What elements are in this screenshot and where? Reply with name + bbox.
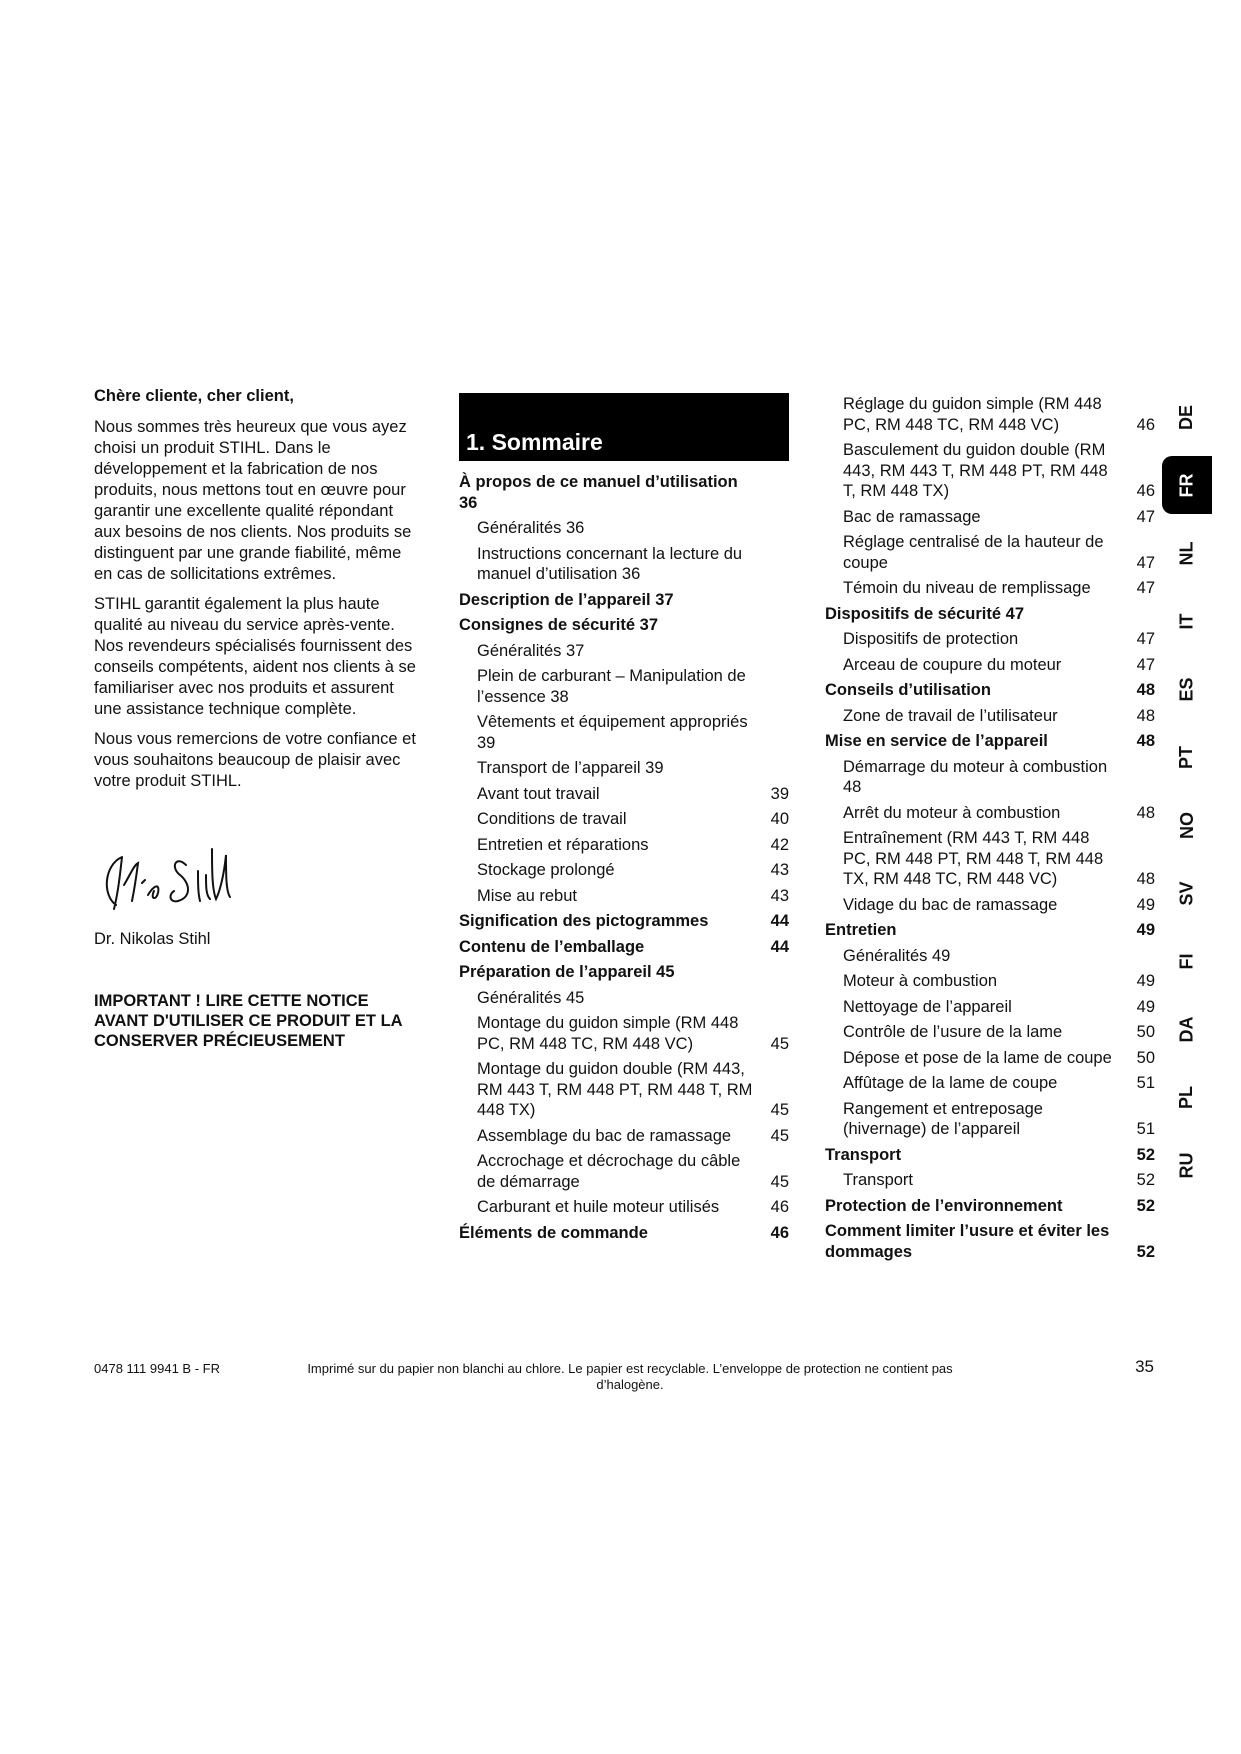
toc-entry-text: Contrôle de l’usure de la lame	[843, 1023, 1063, 1041]
language-tab-label: RU	[1176, 1152, 1197, 1178]
toc-entry[interactable]	[459, 835, 789, 856]
toc-entry-text: Instructions concernant la lecture du manuel d’utilisation 36	[477, 544, 743, 583]
toc-entry[interactable]	[459, 962, 789, 983]
toc-entry-text: Démarrage du moteur à combustion 48	[843, 757, 1108, 796]
toc-entry[interactable]	[459, 472, 789, 513]
toc-entry[interactable]	[825, 1170, 1155, 1191]
toc-entry[interactable]	[825, 706, 1155, 727]
toc-entry[interactable]	[459, 615, 789, 636]
toc-entry-text: Plein de carburant – Manipulation de l’essence 38	[477, 667, 746, 706]
toc-entry-text: Rangement et entreposage (hivernage) de l’appareil	[843, 1099, 1043, 1138]
page-number: 35	[1135, 1357, 1154, 1376]
toc-entry-page: 49	[1136, 972, 1155, 990]
toc-entry[interactable]	[825, 680, 1155, 701]
toc-entry-page: 48	[1136, 706, 1155, 725]
toc-entry-text: Affûtage de la lame de coupe	[843, 1074, 1058, 1092]
signature-image	[94, 835, 274, 919]
language-tab-label: DE	[1176, 404, 1197, 430]
language-tab-label: FI	[1176, 953, 1197, 969]
toc-entry[interactable]	[825, 997, 1155, 1018]
letter-greeting: Chère cliente, cher client,	[94, 387, 294, 405]
toc-entry[interactable]	[459, 937, 789, 958]
toc-entry-text: Consignes de sécurité 37	[459, 616, 658, 634]
toc-entry[interactable]	[459, 784, 789, 805]
toc-entry-page: 50	[1136, 1048, 1155, 1067]
toc-entry-text: Moteur à combustion	[843, 972, 998, 990]
toc-entry[interactable]	[459, 641, 789, 662]
toc-entry[interactable]	[825, 1073, 1155, 1094]
language-tabs	[1162, 392, 1212, 1208]
toc-entry[interactable]	[825, 757, 1155, 798]
toc-entry[interactable]	[825, 1099, 1155, 1140]
toc-entry[interactable]	[459, 1223, 789, 1244]
toc-entry-page: 39	[770, 784, 789, 803]
toc-entry-page: 51	[1136, 1074, 1155, 1092]
toc-entry-page: 45	[770, 1126, 789, 1145]
toc-entry-text: Généralités 37	[477, 641, 585, 660]
toc-entry-page: 52	[1136, 1242, 1155, 1261]
toc-entry-page: 46	[770, 1223, 789, 1242]
important-notice: IMPORTANT ! LIRE CETTE NOTICE AVANT D'UTILISER CE PRODUIT ET LA CONSERVER PRÉCIEUSEMENT	[94, 992, 402, 1050]
toc-entry[interactable]	[825, 629, 1155, 650]
toc-entry[interactable]	[459, 988, 789, 1009]
toc-entry[interactable]	[459, 712, 789, 753]
toc-entry-page: 46	[1136, 482, 1155, 500]
language-tab-label: SV	[1176, 880, 1197, 906]
toc-entry-text: Montage du guidon double (RM 443, RM 443 T, RM 448 PT, RM 448 T, RM 448 TX)	[477, 1060, 753, 1119]
toc-entry-page: 46	[770, 1198, 789, 1216]
toc-entry-text: Transport	[825, 1145, 902, 1164]
toc-entry[interactable]	[825, 1022, 1155, 1043]
toc-entry-text: Entraînement (RM 443 T, RM 448 PC, RM 448 PT, RM 448 T, RM 448 TX, RM 448 TC, RM 448 VC)	[843, 829, 1104, 888]
toc-entry-text: À propos de ce manuel d’utilisation 36	[459, 473, 738, 512]
toc-entry-page: 43	[770, 886, 789, 905]
toc-entry[interactable]	[825, 394, 1155, 435]
toc-entry[interactable]	[459, 809, 789, 830]
language-tab-no[interactable]	[1162, 800, 1212, 850]
toc-entry[interactable]	[459, 544, 789, 585]
toc-entry-text: Assemblage du bac de ramassage	[477, 1126, 732, 1145]
language-tab-label: PT	[1176, 745, 1197, 769]
language-tab-label: IT	[1176, 613, 1197, 629]
toc-entry-page: 43	[770, 861, 789, 879]
language-tab-fi[interactable]	[1162, 936, 1212, 986]
toc-entry-text: Accrochage et décrochage du câble de démarrage	[477, 1152, 741, 1191]
toc-entry-text: Dépose et pose de la lame de coupe	[843, 1048, 1112, 1067]
toc-entry-page: 40	[770, 810, 789, 828]
letter	[94, 386, 424, 1051]
toc-entry-page: 48	[1136, 732, 1155, 750]
language-tab-sv[interactable]	[1162, 868, 1212, 918]
toc-entry[interactable]	[459, 590, 789, 611]
toc-entry-page: 45	[770, 1101, 789, 1119]
language-tab-label: FR	[1176, 473, 1197, 497]
toc-entry[interactable]	[459, 1126, 789, 1147]
footer-note: Imprimé sur du papier non blanchi au chlore. Le papier est recyclable. L’enveloppe de protection ne contient pas d’halogène.	[307, 1361, 953, 1392]
toc-entry[interactable]	[825, 507, 1155, 528]
toc-entry[interactable]	[825, 1145, 1155, 1166]
toc-entry[interactable]	[459, 518, 789, 539]
toc-entry-text: Protection de l’environnement	[825, 1196, 1063, 1215]
toc-entry-page: 52	[1136, 1171, 1155, 1189]
toc-entry-text: Vidage du bac de ramassage	[843, 895, 1058, 914]
toc-entry-text: Entretien et réparations	[477, 835, 649, 854]
toc-entry[interactable]	[825, 1048, 1155, 1069]
language-tab-pl[interactable]	[1162, 1072, 1212, 1122]
toc-entry[interactable]	[825, 828, 1155, 890]
toc-entry[interactable]	[825, 1221, 1155, 1262]
signer-name: Dr. Nikolas Stihl	[94, 930, 211, 948]
toc-entry-text: Éléments de commande	[459, 1223, 648, 1242]
toc-entry-text: Généralités 49	[843, 946, 951, 965]
toc-entry[interactable]	[825, 895, 1155, 916]
toc-entry-page: 47	[1136, 579, 1155, 597]
toc-entry-page: 42	[770, 835, 789, 854]
toc-entry-page: 47	[1136, 655, 1155, 674]
toc-entry-text: Généralités 45	[477, 988, 585, 1007]
language-tab-label: ES	[1176, 676, 1197, 702]
toc-entry-text: Carburant et huile moteur utilisés	[477, 1198, 720, 1216]
language-tab-fr[interactable]	[1162, 456, 1212, 514]
toc-entry-text: Dispositifs de protection	[843, 630, 1019, 648]
toc-entry-text: Description de l’appareil 37	[459, 590, 674, 609]
toc-column-1	[459, 393, 789, 1248]
toc-entry[interactable]	[459, 886, 789, 907]
toc-entry-page: 47	[1136, 553, 1155, 572]
language-tab-label: NL	[1176, 541, 1197, 565]
toc-entry[interactable]	[825, 532, 1155, 573]
toc-entry-page: 52	[1136, 1196, 1155, 1215]
toc-entry-text: Conditions de travail	[477, 810, 627, 828]
toc-entry[interactable]	[825, 1196, 1155, 1217]
language-tab-es[interactable]	[1162, 664, 1212, 714]
doc-code: 0478 111 9941 B - FR	[94, 1361, 220, 1376]
toc-entry-text: Préparation de l’appareil 45	[459, 963, 675, 981]
toc-entry-text: Conseils d’utilisation	[825, 681, 991, 699]
toc-entry-text: Avant tout travail	[477, 784, 600, 803]
toc-entry-page: 44	[770, 937, 789, 956]
toc-column-2	[825, 394, 1155, 1267]
toc-entry-text: Entretien	[825, 921, 897, 939]
toc-entry-page: 52	[1136, 1145, 1155, 1164]
toc-entry-text: Arceau de coupure du moteur	[843, 655, 1062, 674]
toc-entry-page: 47	[1136, 507, 1155, 526]
toc-entry-page: 48	[1136, 803, 1155, 822]
toc-entry[interactable]	[459, 666, 789, 707]
toc-entry[interactable]	[459, 860, 789, 881]
toc-entry-page: 44	[770, 912, 789, 930]
toc-entry-text: Généralités 36	[477, 519, 585, 537]
toc-entry-text: Nettoyage de l’appareil	[843, 997, 1012, 1016]
language-tab-pt[interactable]	[1162, 732, 1212, 782]
language-tab-de[interactable]	[1162, 392, 1212, 442]
toc-entry-page: 48	[1136, 870, 1155, 888]
toc-entry-text: Transport de l’appareil 39	[477, 759, 664, 777]
toc-entry-page: 48	[1136, 681, 1155, 699]
toc-entry-page: 49	[1136, 997, 1155, 1016]
toc-entry-page: 49	[1136, 921, 1155, 939]
toc-entry[interactable]	[459, 1151, 789, 1192]
language-tab-label: DA	[1176, 1016, 1197, 1042]
language-tab-label: PL	[1176, 1085, 1197, 1109]
language-tab-label: NO	[1176, 811, 1197, 839]
toc-entry[interactable]	[459, 758, 789, 779]
toc-entry-text: Basculement du guidon double (RM 443, RM 443 T, RM 448 PT, RM 448 T, RM 448 TX)	[843, 441, 1108, 500]
toc-entry[interactable]	[825, 440, 1155, 502]
toc-entry-text: Réglage du guidon simple (RM 448 PC, RM 448 TC, RM 448 VC)	[843, 395, 1102, 434]
toc-entry-text: Montage du guidon simple (RM 448 PC, RM 448 TC, RM 448 VC)	[477, 1014, 739, 1053]
toc-entry-page: 50	[1136, 1023, 1155, 1041]
toc-entry[interactable]	[825, 655, 1155, 676]
toc-entry-page: 47	[1136, 630, 1155, 648]
toc-entry-page: 51	[1136, 1120, 1155, 1138]
toc-entry-text: Comment limiter l’usure et éviter les dommages	[825, 1222, 1110, 1261]
toc-entry-text: Transport	[843, 1171, 913, 1189]
toc-title	[459, 393, 789, 461]
toc-entry-text: Mise en service de l’appareil	[825, 732, 1048, 750]
letter-paragraph: Nous sommes très heureux que vous ayez choisi un produit STIHL. Dans le développement et la fabrication de nos produits, nous mettons tout en œuvre pour garantir une excellente qualité répondant aux besoins de nos clients. Nos produits se distinguent par une grande fiabilité, même en cas de sollicitations extrêmes.	[94, 418, 412, 583]
toc-entry[interactable]	[825, 946, 1155, 967]
language-tab-ru[interactable]	[1162, 1140, 1212, 1190]
toc-entry[interactable]	[825, 731, 1155, 752]
toc-title-text: 1. Sommaire	[466, 428, 603, 455]
toc-entry-text: Dispositifs de sécurité 47	[825, 604, 1024, 623]
toc-entry-text: Signification des pictogrammes	[459, 912, 709, 930]
toc-entry-page: 49	[1136, 895, 1155, 914]
toc-entry-text: Bac de ramassage	[843, 507, 981, 526]
toc-entry[interactable]	[825, 971, 1155, 992]
language-tab-nl[interactable]	[1162, 528, 1212, 578]
toc-entry-text: Arrêt du moteur à combustion	[843, 803, 1061, 822]
toc-entry-text: Réglage centralisé de la hauteur de coupe	[843, 533, 1104, 572]
toc-entry-page: 45	[770, 1034, 789, 1053]
toc-entry[interactable]	[825, 920, 1155, 941]
language-tab-it[interactable]	[1162, 596, 1212, 646]
toc-entry-page: 45	[770, 1172, 789, 1191]
toc-entry-text: Stockage prolongé	[477, 861, 615, 879]
toc-entry[interactable]	[825, 803, 1155, 824]
letter-paragraph: STIHL garantit également la plus haute qualité au niveau du service après-vente. Nos revendeurs spécialisés fournissent des conseils compétents, aident nos clients à se familiariser avec nos produits et assurent une assistance technique complète.	[94, 595, 416, 718]
toc-entry[interactable]	[459, 1013, 789, 1054]
toc-entry-page: 46	[1136, 415, 1155, 434]
toc-entry[interactable]	[459, 1197, 789, 1218]
toc-entry[interactable]	[459, 911, 789, 932]
toc-entry[interactable]	[825, 604, 1155, 625]
letter-paragraph: Nous vous remercions de votre confiance et vous souhaitons beaucoup de plaisir avec votre produit STIHL.	[94, 730, 416, 790]
language-tab-da[interactable]	[1162, 1004, 1212, 1054]
toc-entry-text: Zone de travail de l’utilisateur	[843, 706, 1058, 725]
toc-entry-text: Témoin du niveau de remplissage	[843, 579, 1091, 597]
toc-entry-text: Contenu de l’emballage	[459, 937, 645, 956]
toc-entry-text: Mise au rebut	[477, 886, 577, 905]
toc-entry[interactable]	[459, 1059, 789, 1121]
toc-entry-text: Vêtements et équipement appropriés 39	[477, 713, 748, 752]
toc-entry[interactable]	[825, 578, 1155, 599]
